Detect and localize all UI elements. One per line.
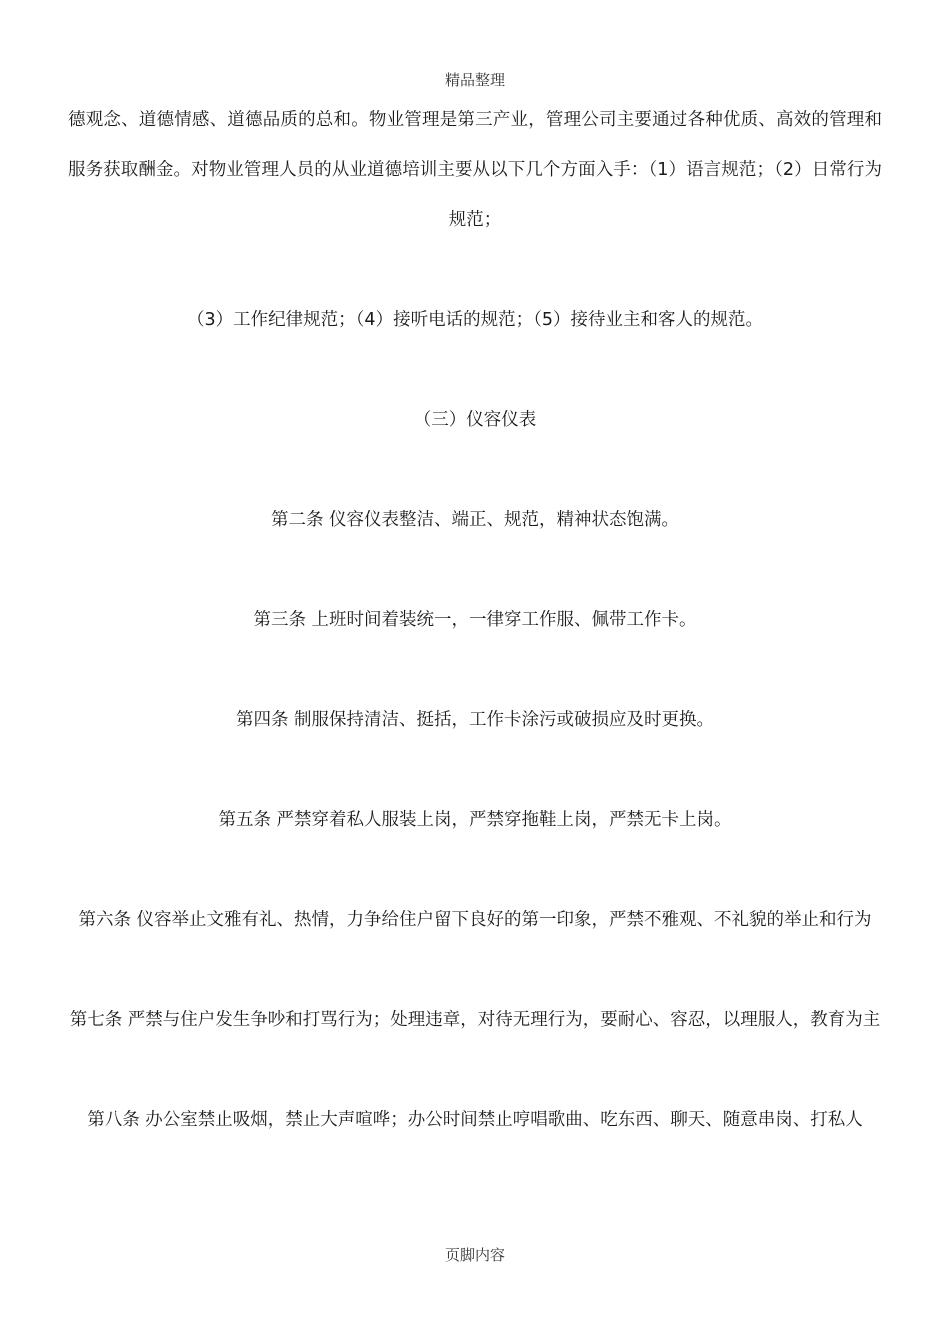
page-footer: 页脚内容 (444, 1246, 505, 1264)
article-5: 第五条 严禁穿着私人服装上岗，严禁穿拖鞋上岗，严禁无卡上岗。 (218, 810, 732, 830)
paragraph-norms: （3）工作纪律规范；（4）接听电话的规范；（5）接待业主和客人的规范。 (187, 310, 763, 330)
article-3: 第三条 上班时间着装统一，一律穿工作服、佩带工作卡。 (253, 610, 697, 630)
document-body (68, 95, 882, 1145)
paragraph-gap (68, 845, 882, 895)
article-8: 第八条 办公室禁止吸烟，禁止大声喧哗；办公时间禁止哼唱歌曲、吃东西、聊天、随意串岗、打私人 (87, 1110, 863, 1130)
paragraph-gap (68, 345, 882, 395)
page-header: 精品整理 (444, 71, 505, 89)
paragraph-gap (68, 545, 882, 595)
article-4: 第四条 制服保持清洁、挺括，工作卡涂污或破损应及时更换。 (235, 710, 715, 730)
article-2: 第二条 仪容仪表整洁、端正、规范，精神状态饱满。 (270, 510, 680, 530)
paragraph-gap (68, 945, 882, 995)
paragraph-intro: 德观念、道德情感、道德品质的总和。物业管理是第三产业，管理公司主要通过各种优质、高效的管理和服务获取酬金。对物业管理人员的从业道德培训主要从以下几个方面入手：（1）语言规范；（2）日常行为规范； (68, 110, 882, 230)
paragraph-gap (68, 1045, 882, 1095)
section-heading: （三）仪容仪表 (413, 410, 537, 430)
paragraph-gap (68, 645, 882, 695)
paragraph-gap (68, 745, 882, 795)
article-6: 第六条 仪容举止文雅有礼、热情，力争给住户留下良好的第一印象，严禁不雅观、不礼貌的举止和行为 (78, 910, 872, 930)
article-7: 第七条 严禁与住户发生争吵和打骂行为；处理违章，对待无理行为，要耐心、容忍，以理服人，教育为主 (69, 1010, 881, 1030)
paragraph-gap (68, 445, 882, 495)
paragraph-gap (68, 245, 882, 295)
